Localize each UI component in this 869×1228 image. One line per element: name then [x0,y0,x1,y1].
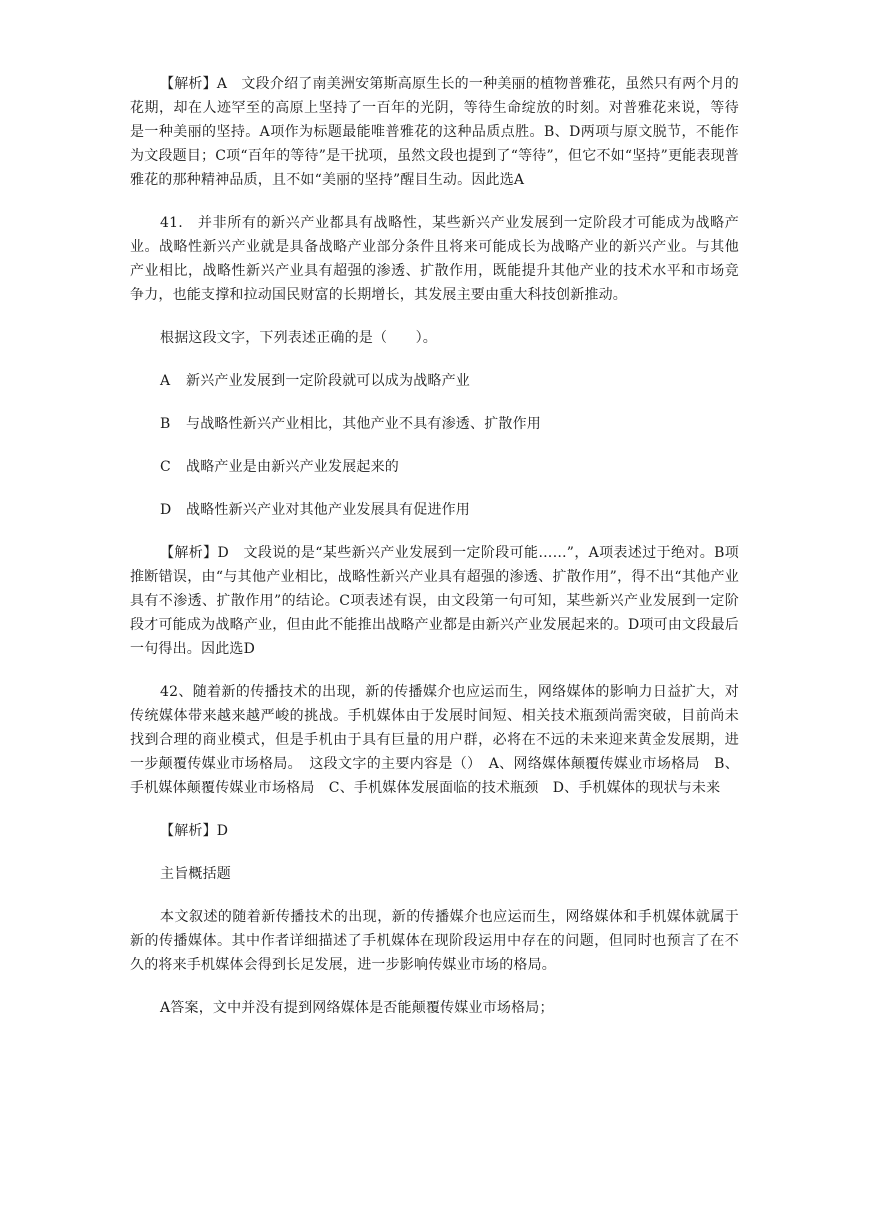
analysis-paragraph-42: 本文叙述的随着新传播技术的出现，新的传播媒介也应运而生，网络媒体和手机媒体就属于新的传播媒体。其中作者详细描述了手机媒体在现阶段运用中存在的问题，但同时也预言了在不久的将来手机媒体会得到长足发展，进一步影响传媒业市场的格局。 [130,909,739,973]
option-text: 与战略性新兴产业相比，其他产业不具有渗透、扩散作用 [186,416,541,432]
question-41-option-b [130,412,739,436]
question-type-label: 主旨概括题 [160,866,231,882]
analysis-paragraph-40: 【解析】A 文段介绍了南美洲安第斯高原生长的一种美丽的植物普雅花，虽然只有两个月的花期，却在人迹罕至的高原上坚持了一百年的光阴，等待生命绽放的时刻。对普雅花来说，等待是一种美丽的坚持。A项作为标题最能唯普雅花的这种品质点胜。B、D两项与原文脱节，不能作为文段题目；C项“百年的等待”是干扰项，虽然文段也提到了“等待”，但它不如“坚持”更能表现普雅花的那种精神品质，且不如“美丽的坚持”醒目生动。因此选A [130,76,739,188]
option-text: 战略性新兴产业对其他产业发展具有促进作用 [186,502,470,518]
analysis-label-42: 【解析】D [160,823,229,839]
question-41-prompt: 根据这段文字，下列表述正确的是（ ）。 [160,330,437,346]
option-letter: B [160,416,171,432]
option-letter: A [160,373,171,389]
analysis-option-a-42: A答案，文中并没有提到网络媒体是否能颠覆传媒业市场格局； [160,1000,554,1016]
option-letter: C [160,459,171,475]
analysis-paragraph-41: 【解析】D 文段说的是“某些新兴产业发展到一定阶段可能……”，A项表述过于绝对。B项推断错误，由“与其他产业相比，战略性新兴产业具有超强的渗透、扩散作用”，得不出“其他产业具有不渗透、扩散作用”的结论。C项表述有误，由文段第一句可知，某些新兴产业发展到一定阶段才可能成为战略产业，但由此不能推出战略产业都是由新兴产业发展起来的。D项可由文段最后一句得出。因此选D [130,545,739,657]
question-41-option-a [130,369,739,393]
option-letter: D [160,502,172,518]
question-41-stem: 41. 并非所有的新兴产业都具有战略性，某些新兴产业发展到一定阶段才可能成为战略产业。战略性新兴产业就是具备战略产业部分条件且将来可能成长为战略产业的新兴产业。与其他产业相比，战略性新兴产业具有超强的渗透、扩散作用，既能提升其他产业的技术水平和市场竞争力，也能支撑和拉动国民财富的长期增长，其发展主要由重大科技创新推动。 [130,215,739,303]
option-text: 战略产业是由新兴产业发展起来的 [186,459,399,475]
question-41-option-d [130,498,739,522]
question-41-option-c [130,455,739,479]
question-42-stem: 42、随着新的传播技术的出现，新的传播媒介也应运而生，网络媒体的影响力日益扩大，对传统媒体带来越来越严峻的挑战。手机媒体由于发展时间短、相关技术瓶颈尚需突破，目前尚未找到合理的商业模式，但是手机由于具有巨量的用户群，必将在不远的未来迎来黄金发展期，进一步颠覆传媒业市场格局。 这段文字的主要内容是（） A、网络媒体颠覆传媒业市场格局 B、手机媒体颠覆传媒业市场格局 C、手机媒体发展面临的技术瓶颈 D、手机媒体的现状与未来 [130,684,739,796]
option-text: 新兴产业发展到一定阶段就可以成为战略产业 [186,373,470,389]
